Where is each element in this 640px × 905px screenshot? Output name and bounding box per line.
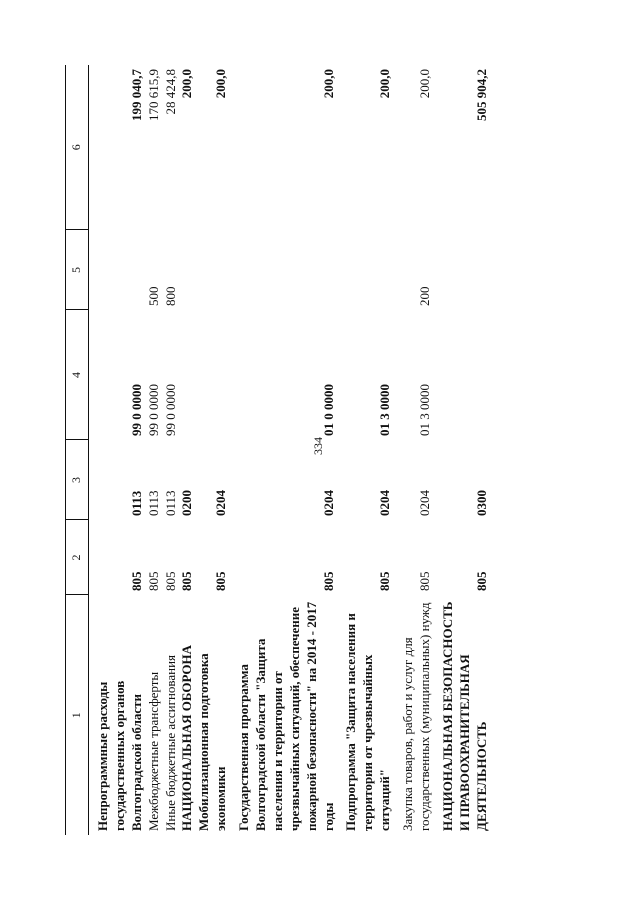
expense-type-cell [89,230,146,310]
target-article-cell [179,310,196,440]
admin-code-cell: 805 [377,571,393,591]
expense-type-cell: 500 [145,286,161,306]
target-article-cell: 99 0 0000 [145,384,161,436]
admin-code-cell: 805 [128,571,144,591]
amount-cell: 170 615,9 [145,69,161,121]
row-name-cell: Мобилизационная подготовка экономики [196,653,229,831]
row-name-cell: Иные бюджетные ассигнования [162,654,178,831]
table-row [434,65,491,835]
amount-cell: 28 424,8 [162,69,178,115]
target-article-cell: 01 3 0000 [417,384,433,436]
section-code-cell: 0200 [179,490,195,516]
target-article-cell: 99 0 0000 [128,384,144,436]
table-row [337,65,394,835]
table-row [196,65,230,835]
budget-table [65,65,491,835]
amount-cell: 200,0 [417,69,433,99]
table-row [179,65,196,835]
admin-code-cell: 805 [417,571,433,591]
expense-type-cell [179,230,196,310]
target-article-cell: 01 3 0000 [377,384,393,436]
amount-cell: 505 904,2 [473,69,489,121]
column-header: 3 [66,440,89,520]
expense-type-cell [434,230,491,310]
target-article-cell: 99 0 0000 [162,384,178,436]
row-name-cell: НАЦИОНАЛЬНАЯ ОБОРОНА [179,645,195,831]
row-name-cell: НАЦИОНАЛЬНАЯ БЕЗОПАСНОСТЬ И ПРАВООХРАНИТЕЛЬНАЯ ДЕЯТЕЛЬНОСТЬ [439,601,489,831]
expense-type-cell: 200 [417,286,433,306]
expense-type-cell [337,230,394,310]
admin-code-cell: 805 [179,571,195,591]
budget-table-rotated [65,65,585,835]
admin-code-cell: 805 [320,571,336,591]
amount-cell: 200,0 [179,69,195,99]
column-header: 5 [66,230,89,310]
section-code-cell: 0113 [162,490,178,516]
row-name-cell: Непрограммные расходы государственных органов Волгоградской области [95,680,144,831]
row-name-cell: Межбюджетные трансферты [145,671,161,831]
table-row [89,65,146,835]
row-name-cell: Закупка товаров, работ и услуг для государственных (муниципальных) нужд [400,602,433,831]
column-header: 2 [66,520,89,595]
target-article-cell: 01 0 0000 [320,384,336,436]
section-code-cell: 0204 [213,490,229,516]
expense-type-cell: 800 [162,286,178,306]
amount-cell: 200,0 [320,69,336,99]
expense-type-cell [196,230,230,310]
target-article-cell [434,310,491,440]
amount-cell: 200,0 [377,69,393,99]
column-header: 6 [66,65,89,230]
section-code-cell: 0113 [128,490,144,516]
section-code-cell: 0204 [320,490,336,516]
admin-code-cell: 805 [145,571,161,591]
target-article-cell [196,310,230,440]
column-header: 4 [66,310,89,440]
admin-code-cell: 805 [162,571,178,591]
section-code-cell: 0204 [377,490,393,516]
section-code-cell: 0204 [417,490,433,516]
row-name-cell: Подпрограмма "Защита населения и территории от чрезвычайных ситуаций" [343,613,393,831]
amount-cell: 199 040,7 [128,69,144,121]
table-row [394,65,434,835]
column-number-header [66,65,89,835]
table-row [163,65,180,835]
page-number: 334 [311,437,325,455]
section-code-cell: 0300 [473,490,489,516]
table-row [230,65,337,835]
column-header: 1 [66,595,89,835]
admin-code-cell: 805 [473,571,489,591]
table-row [146,65,163,835]
amount-cell: 200,0 [213,69,229,99]
expense-type-cell [230,230,337,310]
admin-code-cell: 805 [213,571,229,591]
section-code-cell: 0113 [145,490,161,516]
row-name-cell: Государственная программа Волгоградской области "Защита населения и территории от чрезвычайных ситуаций, обеспечение пожарной безопасности" на 2014 - 2017 годы [236,601,336,831]
